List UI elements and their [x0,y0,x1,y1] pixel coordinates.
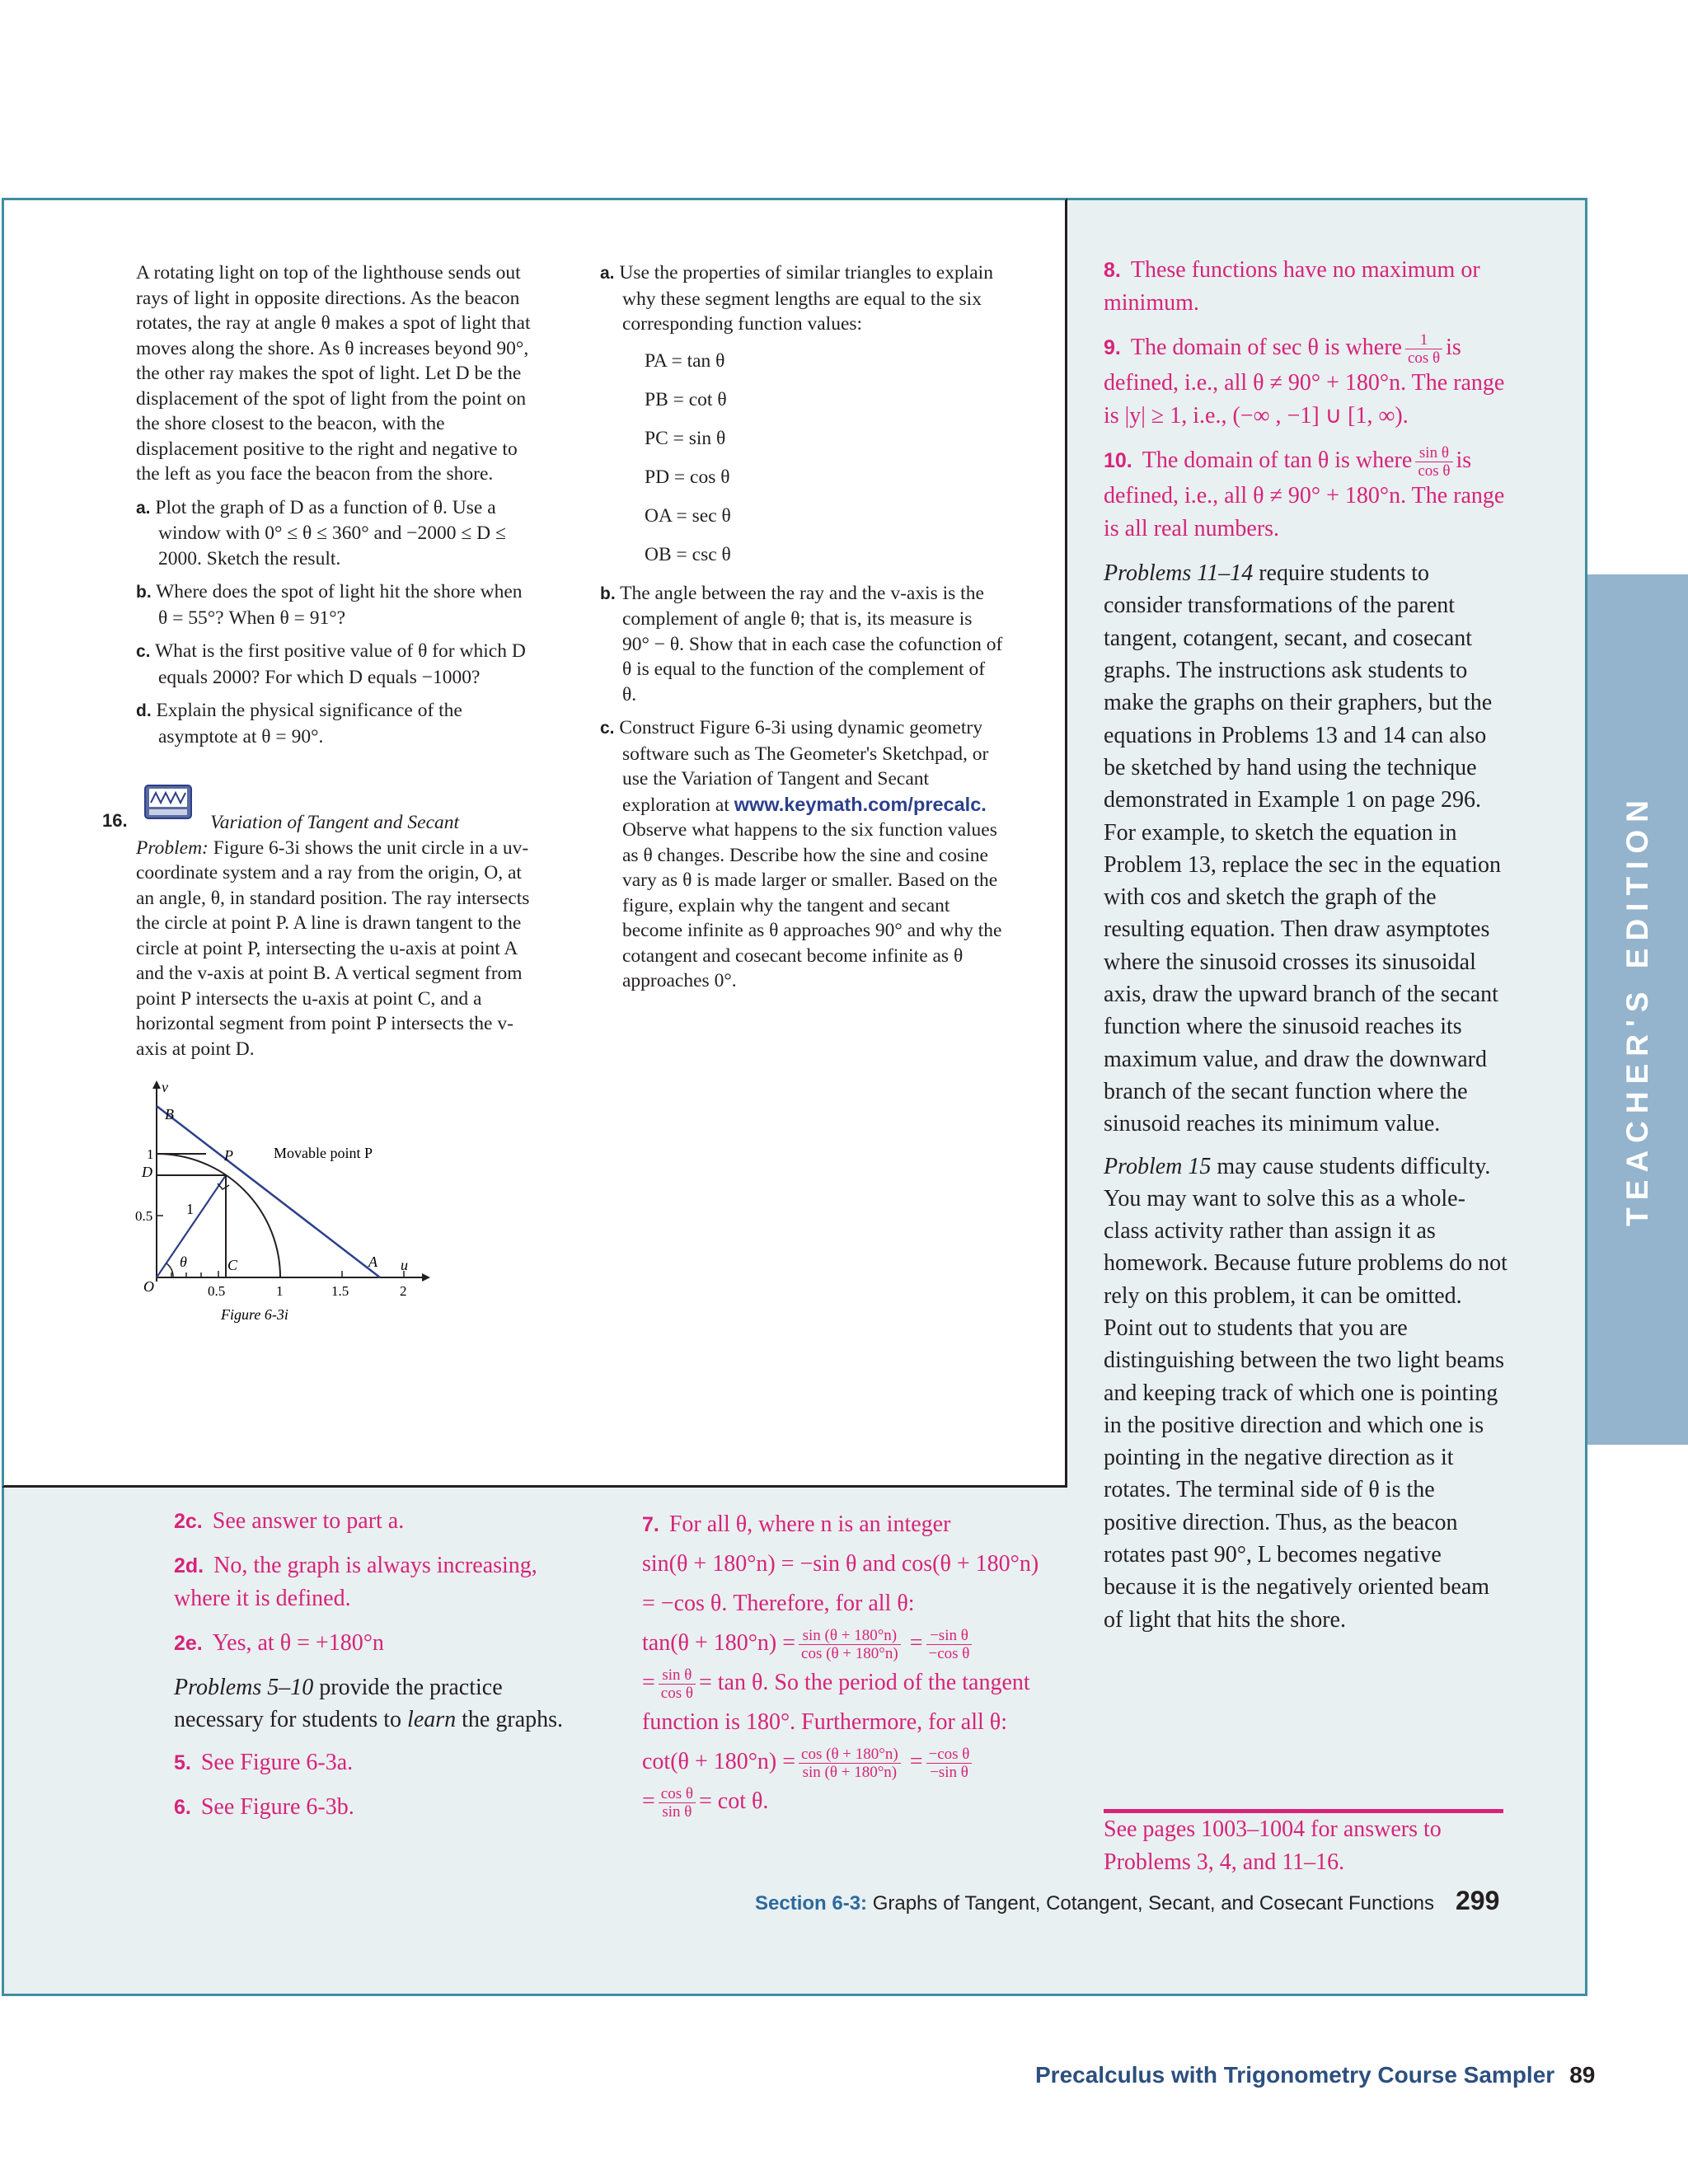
movable-point-label: Movable point P [274,1145,373,1161]
keymath-link[interactable]: www.keymath.com/precalc. [734,793,987,815]
problem-15-intro: A rotating light on top of the lighthouse sends out rays of light in opposite directions. As the beacon rotates, the ray at angle θ makes a spot of light that moves along the shore. As θ increases beyond 90°, the other ray makes the spot of light. Let D be the displacement of the spot of light from the point on the shore closest to the beacon, with the displacement positive to the right and negative to the left as you face the beacon from the shore. [136,262,531,485]
equation-ob: OB = csc θ [645,543,731,565]
answer-7: 7. For all θ, where n is an integer sin(θ + 180°n) = −sin θ and cos(θ + 180°n) = −cos θ. Therefore, for all θ: tan(θ + 180°n) = $\frac{\sin (\theta + 180^\circ n)}{\cos (\theta + 180^\circ n)}$ = $\frac{\text{−sin θ}}{\text{−cos θ}}$ = $\frac{\text{sin θ}}{\text{cos θ}}$ = tan θ. So the period of the tangent function is 180°. Furthermore, for all θ: cot(θ + 180°n) = $\frac{\cos (\theta + 180^\circ n)}{\sin (\theta + 180^\circ n)}$ = $\frac{\text{−cos θ}}{\text{−sin θ}}$ = $\frac{\text{cos θ}}{\text{sin θ}}$ = cot θ. [642,1511,1039,1821]
axis-u-label: u [401,1257,408,1273]
answer-6: 6. See Figure 6-3b. [174,1793,354,1820]
problem-15b: b. Where does the spot of light hit the shore when θ = 55°? When θ = 91°? [136,581,523,629]
x-tick-1: 1 [276,1283,284,1299]
x-tick-15: 1.5 [331,1283,349,1299]
sampler-page-number: 89 [1569,2062,1596,2088]
problem-15d: d. Explain the physical significance of the asymptote at θ = 90°. [136,700,462,748]
note-problems-11-14: Problems 11–14 require students to consider transformations of the parent tangent, cotangent, secant, and cosecant graphs. The instructions ask students to make the graphs on their graphers, but the equations in Problems 13 and 14 can also be sketched by hand using the technique demonstrated in Example 1 on page 296. For example, to sketch the equation in Problem 13, replace the sec in the equation with cos and sketch the graph of the resulting equation. Then draw asymptotes where the sinusoid crosses its sinusoidal axis, draw the upward branch of the secant function where the sinusoid reaches its maximum value, and draw the downward branch of the secant function where the sinusoid reaches its minimum value. [1104,560,1502,1137]
note-problems-5-10: Problems 5–10 provide the practice necessary for students to learn the graphs. [174,1675,564,1733]
problem-16-label: Problem: [136,837,209,859]
point-d-label: D [142,1164,152,1180]
answer-2e: 2e. Yes, at θ = +180°n [174,1630,384,1656]
y-tick-1: 1 [147,1146,154,1162]
section-footer: Section 6-3: Graphs of Tangent, Cotangent, Secant, and Cosecant Functions [755,1892,1435,1915]
problem-16-body: Figure 6-3i shows the unit circle in a uv-coordinate system and a ray from the origin, O, at an angle, θ, in standard position. The ray intersects the circle at point P. A line is drawn tangent to the circle at point P, intersecting the u-axis at point A and the v-axis at point B. A vertical segment from point P intersects the u-axis at point C, and a horizontal segment from point P intersects the v-axis at point D. [136,837,530,1060]
see-pages-note: See pages 1003–1004 for answers to Problems 3, 4, and 11–16. [1104,1816,1442,1875]
y-tick-05: 0.5 [135,1208,153,1224]
point-b-label: B [165,1106,174,1122]
point-c-label: C [227,1257,238,1273]
equation-pa: PA = tan θ [645,349,725,372]
equation-pb: PB = cot θ [645,388,727,410]
equation-pc: PC = sin θ [645,427,726,449]
problem-16-title: Variation of Tangent and Secant [210,812,460,833]
point-o-label: O [143,1278,154,1295]
problem-16b: b. The angle between the ray and the v-axis is the complement of angle θ; that is, its measure is 90° − θ. Show that in each case the cofunction of θ is equal to the function of the complement of θ. [600,582,1003,705]
problem-16c: c. Construct Figure 6-3i using dynamic geometry software such as The Geometer's Sketchpad, or use the Variation of Tangent and Secant exploration at www.keymath.com/precalc. Observe what happens to the six function values as θ changes. Describe how the sine and cosine vary as θ is made larger or smaller. Based on the figure, explain why the tangent and secant become infinite as θ approaches 90° and why the cotangent and cosecant become infinite as θ approaches 0°. [600,717,1002,991]
figure-6-3i [132,1076,462,1331]
problem-15a: a. Plot the graph of D as a function of θ. Use a window with 0° ≤ θ ≤ 360° and −2000 ≤ D ≤ 2000. Sketch the result. [136,496,506,569]
answer-8: 8. These functions have no maximum or minimum. [1104,257,1480,316]
x-tick-2: 2 [400,1283,407,1299]
side-tab-label: TEACHER'S EDITION [1620,793,1654,1226]
tangent-line [157,1106,380,1277]
problem-16a: a. Use the properties of similar triangles to explain why these segment lengths are equal to the six corresponding function values: [600,262,993,335]
answer-2c: 2c. See answer to part a. [174,1508,405,1534]
teacher-right-column [1104,254,1509,1646]
radius-label: 1 [186,1201,194,1217]
v-axis-arrow [152,1080,161,1089]
answer-10: 10. The domain of tan θ is where $\frac{\text{sin θ}}{\text{cos θ}}$ is defined, i.e., all θ ≠ 90° + 180°n. The range is all real numbers. [1104,444,1505,542]
teacher-bottom-left [174,1505,586,1835]
problem-16-text [136,810,540,1070]
answer-9: 9. The domain of sec θ is where $\frac{1}{\text{cos θ}}$ is defined, i.e., all θ ≠ 90° + 180°n. The range is |y| ≥ 1, i.e., (−∞ , −1] ∪ [1, ∞). [1104,331,1505,429]
answer-5: 5. See Figure 6-3a. [174,1749,354,1775]
page-number: 299 [1456,1886,1500,1915]
student-column-1 [136,260,536,757]
problem-15c: c. What is the first positive value of θ for which D equals 2000? For which D equals −1000? [136,640,526,688]
point-p-label: P [224,1147,233,1164]
figure-caption: Figure 6-3i [221,1306,288,1323]
student-column-2 [600,260,1004,1002]
side-tab-label-wrap [1587,574,1688,1445]
theta-arc [166,1263,173,1277]
answer-2d: 2d. No, the graph is always increasing, where it is defined. [174,1553,537,1611]
segment-equations [635,349,1004,567]
theta-label: θ [180,1254,187,1270]
problem-16-number: 16. [102,810,128,831]
equation-pd: PD = cos θ [645,466,730,488]
unit-circle-arc [157,1154,280,1277]
equation-oa: OA = sec θ [645,504,731,527]
note-problem-15: Problem 15 may cause students difficulty. You may want to solve this as a whole-class activity rather than assign it as homework. Because future problems do not rely on this problem, it can be omitted. Point out to students that you are distinguishing between the two light beams and keeping track of which one is pointing in the positive direction and which one is pointing in the negative direction as it rotates. The terminal side of θ is the positive direction. Thus, as the beacon rotates past 90°, L becomes negative because it is the negatively oriented beam of light that hits the shore. [1104,1153,1507,1633]
u-axis-arrow [422,1273,430,1282]
x-tick-05: 0.5 [208,1283,226,1299]
axis-v-label: v [162,1079,168,1095]
point-a-label: A [368,1254,377,1270]
sampler-footer: Precalculus with Trigonometry Course Sampler 89 [1035,2062,1596,2088]
